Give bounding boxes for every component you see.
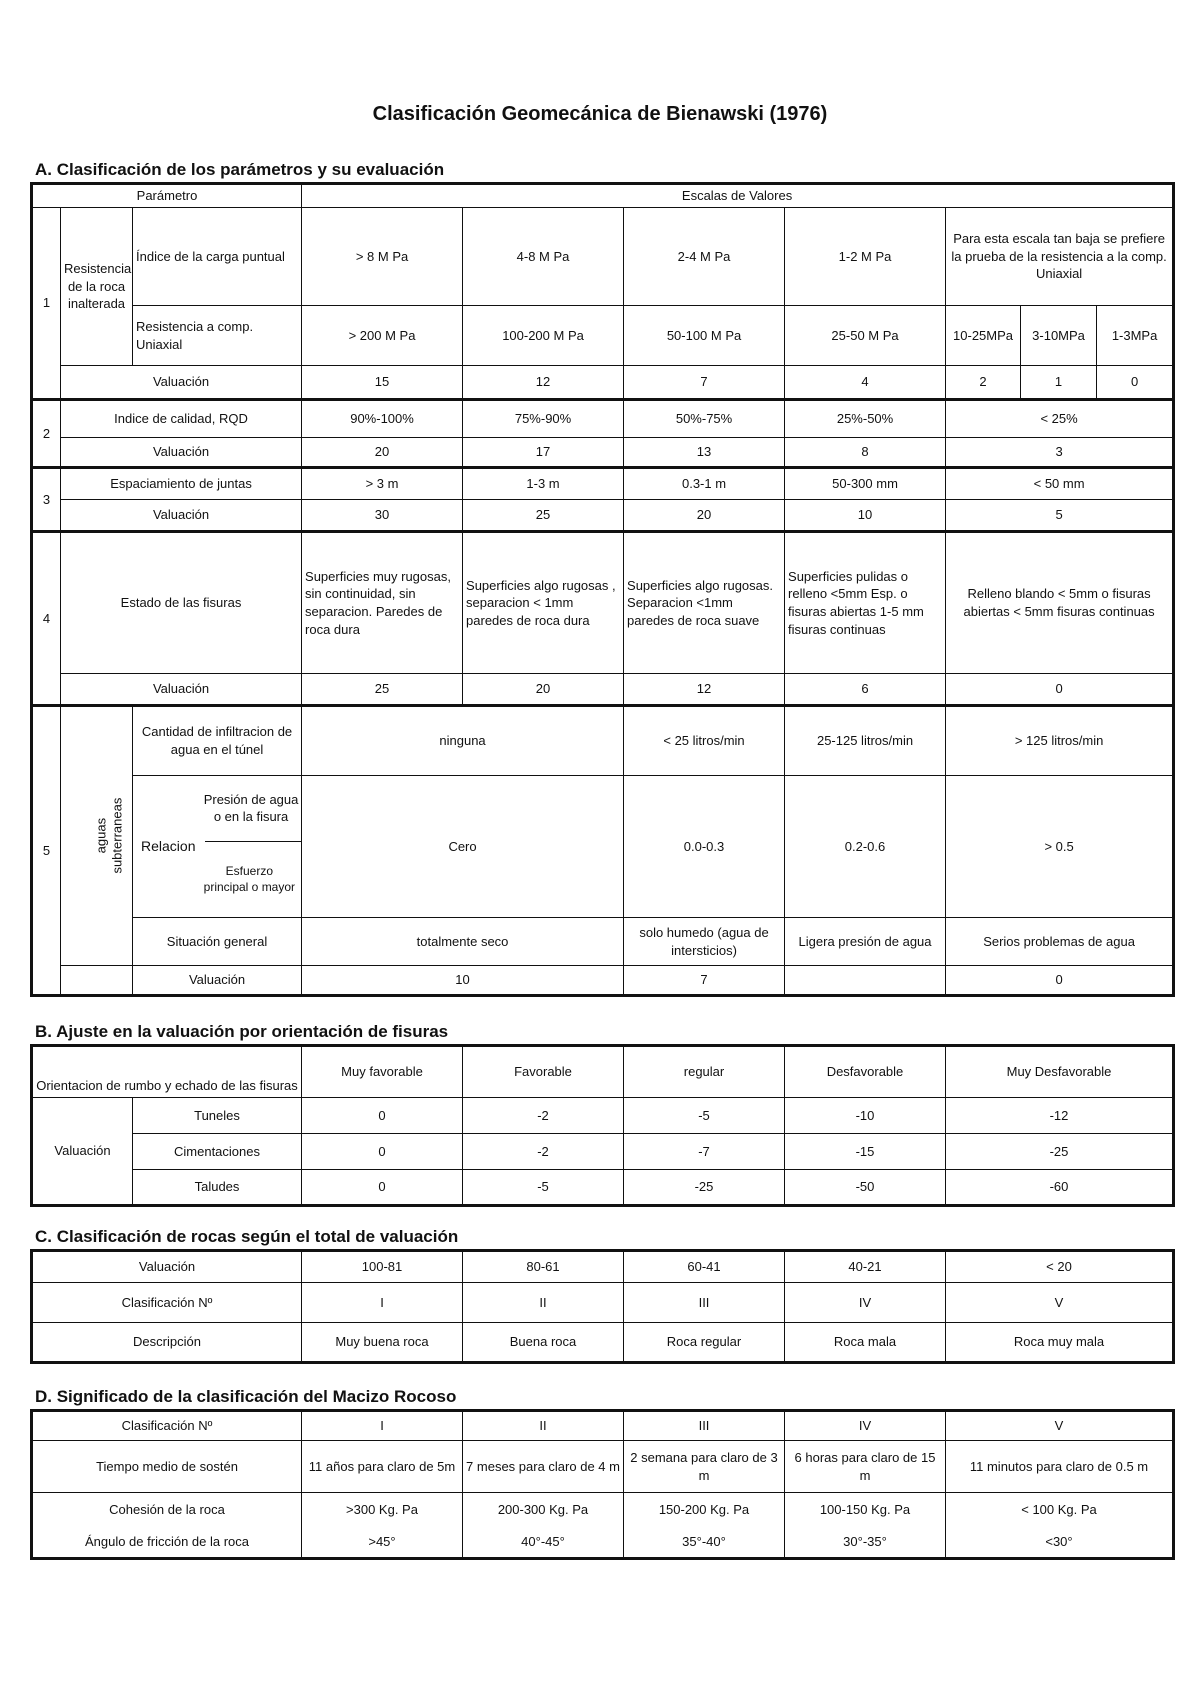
cell: 13 xyxy=(624,438,785,468)
cell: 10-25MPa xyxy=(946,306,1021,366)
param-2-number: 2 xyxy=(32,400,61,468)
cell: < 100 Kg. Pa xyxy=(946,1493,1174,1527)
cell: 7 meses para claro de 4 m xyxy=(463,1441,624,1493)
param-4-name: Estado de las fisuras xyxy=(61,532,302,674)
cell: 2-4 M Pa xyxy=(624,208,785,306)
cell: -2 xyxy=(463,1098,624,1134)
cell: III xyxy=(624,1283,785,1323)
cell: 80-61 xyxy=(463,1251,624,1283)
cell xyxy=(785,966,946,996)
cell: 75%-90% xyxy=(463,400,624,438)
cell: 25 xyxy=(463,500,624,532)
row-label: Tiempo medio de sostén xyxy=(32,1441,302,1493)
relation-cell xyxy=(133,776,302,918)
cell: 11 años para claro de 5m xyxy=(302,1441,463,1493)
column-header: Desfavorable xyxy=(785,1046,946,1098)
cell: 12 xyxy=(624,674,785,706)
cell: Superficies algo rugosas. Separacion <1mm paredes de roca suave xyxy=(624,532,785,674)
cell: ninguna xyxy=(302,706,624,776)
cell: > 8 M Pa xyxy=(302,208,463,306)
cell: >300 Kg. Pa xyxy=(302,1493,463,1527)
table-a-parameters xyxy=(30,182,1175,997)
cell: 4-8 M Pa xyxy=(463,208,624,306)
cell: 1 xyxy=(1021,366,1097,400)
param-5-name-cell xyxy=(61,706,133,966)
cell: 1-3MPa xyxy=(1097,306,1174,366)
param-2-name: Indice de calidad, RQD xyxy=(61,400,302,438)
valuation-label: Valuación xyxy=(133,966,302,996)
row-label: Cohesión de la roca xyxy=(32,1493,302,1527)
relation-denominator-2: principal o mayor xyxy=(203,879,296,894)
row-label: Valuación xyxy=(32,1251,302,1283)
cell: 5 xyxy=(946,500,1174,532)
header-parametro: Parámetro xyxy=(32,184,302,208)
relation-numerator: Presión de agua o en la fisura xyxy=(203,791,299,825)
valuation-label: Valuación xyxy=(61,674,302,706)
param-3-number: 3 xyxy=(32,468,61,532)
cell: -15 xyxy=(785,1134,946,1170)
cell: < 20 xyxy=(946,1251,1174,1283)
cell: 7 xyxy=(624,366,785,400)
cell: 11 minutos para claro de 0.5 m xyxy=(946,1441,1174,1493)
cell: 150-200 Kg. Pa xyxy=(624,1493,785,1527)
cell: 0.3-1 m xyxy=(624,468,785,500)
cell: solo humedo (agua de intersticios) xyxy=(624,918,785,966)
row-label: Taludes xyxy=(133,1170,302,1206)
param-3-name: Espaciamiento de juntas xyxy=(61,468,302,500)
cell: 30 xyxy=(302,500,463,532)
cell: 0 xyxy=(946,966,1174,996)
cell: 20 xyxy=(302,438,463,468)
section-a-heading: A. Clasificación de los parámetros y su evaluación xyxy=(35,160,445,179)
relation-denominator-1: Esfuerzo xyxy=(225,863,274,878)
cell: > 0.5 xyxy=(946,776,1174,918)
cell: 20 xyxy=(463,674,624,706)
cell: I xyxy=(302,1411,463,1441)
section-d-heading: D. Significado de la clasificación del Macizo Rocoso xyxy=(35,1387,457,1406)
situation-label: Situación general xyxy=(133,918,302,966)
cell: 0.2-0.6 xyxy=(785,776,946,918)
cell: Roca muy mala xyxy=(946,1323,1174,1363)
uniaxial-label: Resistencia a comp. Uniaxial xyxy=(133,306,302,366)
column-header: regular xyxy=(624,1046,785,1098)
cell: 25 xyxy=(302,674,463,706)
cell: -10 xyxy=(785,1098,946,1134)
cell: V xyxy=(946,1283,1174,1323)
cell: Serios problemas de agua xyxy=(946,918,1174,966)
cell: Superficies muy rugosas, sin continuidad, sin separacion. Paredes de roca dura xyxy=(302,532,463,674)
cell: 0 xyxy=(946,674,1174,706)
cell: II xyxy=(463,1283,624,1323)
point-load-note: Para esta escala tan baja se prefiere la prueba de la resistencia a la comp. Uniaxial xyxy=(946,208,1174,306)
fraction-line xyxy=(205,841,301,842)
cell: 4 xyxy=(785,366,946,400)
cell: III xyxy=(624,1411,785,1441)
cell: -5 xyxy=(624,1098,785,1134)
cell: 10 xyxy=(302,966,624,996)
cell: 10 xyxy=(785,500,946,532)
cell: 3 xyxy=(946,438,1174,468)
cell: 50-100 M Pa xyxy=(624,306,785,366)
cell: < 50 mm xyxy=(946,468,1174,500)
cell: 50%-75% xyxy=(624,400,785,438)
cell: < 25% xyxy=(946,400,1174,438)
cell: 0.0-0.3 xyxy=(624,776,785,918)
relation-denominator xyxy=(204,863,295,895)
cell: IV xyxy=(785,1283,946,1323)
column-header: Muy favorable xyxy=(302,1046,463,1098)
cell: -60 xyxy=(946,1170,1174,1206)
infiltration-label: Cantidad de infiltracion de agua en el túnel xyxy=(133,706,302,776)
cell: < 25 litros/min xyxy=(624,706,785,776)
point-load-label: Índice de la carga puntual xyxy=(133,208,302,306)
cell: Cero xyxy=(302,776,624,918)
cell: > 3 m xyxy=(302,468,463,500)
cell: 90%-100% xyxy=(302,400,463,438)
cell: Roca mala xyxy=(785,1323,946,1363)
cell: -50 xyxy=(785,1170,946,1206)
cell: 0 xyxy=(302,1134,463,1170)
cell: >45° xyxy=(302,1527,463,1559)
cell: 25%-50% xyxy=(785,400,946,438)
cell: 50-300 mm xyxy=(785,468,946,500)
cell: 20 xyxy=(624,500,785,532)
param-4-number: 4 xyxy=(32,532,61,706)
relation-label: Relacion xyxy=(141,837,196,854)
cell: 7 xyxy=(624,966,785,996)
cell: 0 xyxy=(302,1098,463,1134)
cell: -7 xyxy=(624,1134,785,1170)
cell: 12 xyxy=(463,366,624,400)
row-label: Clasificación Nº xyxy=(32,1283,302,1323)
column-header: Favorable xyxy=(463,1046,624,1098)
cell: 40°-45° xyxy=(463,1527,624,1559)
cell: 100-200 M Pa xyxy=(463,306,624,366)
cell: > 200 M Pa xyxy=(302,306,463,366)
cell: Roca regular xyxy=(624,1323,785,1363)
cell: -12 xyxy=(946,1098,1174,1134)
cell: 25-125 litros/min xyxy=(785,706,946,776)
cell: -2 xyxy=(463,1134,624,1170)
cell: 2 xyxy=(946,366,1021,400)
param-5-name: aguas subterraneas xyxy=(93,797,124,874)
cell: 100-81 xyxy=(302,1251,463,1283)
cell: -5 xyxy=(463,1170,624,1206)
row-label: Ángulo de fricción de la roca xyxy=(32,1527,302,1559)
cell: Superficies pulidas o relleno <5mm Esp. o fisuras abiertas 1-5 mm fisuras continuas xyxy=(785,532,946,674)
row-label: Cimentaciones xyxy=(133,1134,302,1170)
param-5-number: 5 xyxy=(32,706,61,996)
cell: 35°-40° xyxy=(624,1527,785,1559)
orientation-label: Orientacion de rumbo y echado de las fisuras xyxy=(32,1046,302,1098)
valuation-label: Valuación xyxy=(61,438,302,468)
cell: > 125 litros/min xyxy=(946,706,1174,776)
cell: 40-21 xyxy=(785,1251,946,1283)
cell: Superficies algo rugosas , separacion < 1mm paredes de roca dura xyxy=(463,532,624,674)
cell: 6 horas para claro de 15 m xyxy=(785,1441,946,1493)
cell: 1-3 m xyxy=(463,468,624,500)
cell: 3-10MPa xyxy=(1021,306,1097,366)
cell: -25 xyxy=(624,1170,785,1206)
row-label: Tuneles xyxy=(133,1098,302,1134)
valuation-label: Valuación xyxy=(61,500,302,532)
row-label: Descripción xyxy=(32,1323,302,1363)
cell: I xyxy=(302,1283,463,1323)
section-b-heading: B. Ajuste en la valuación por orientación de fisuras xyxy=(35,1022,449,1041)
cell: 30°-35° xyxy=(785,1527,946,1559)
row-label: Clasificación Nº xyxy=(32,1411,302,1441)
cell: -25 xyxy=(946,1134,1174,1170)
valuation-label: Valuación xyxy=(32,1098,133,1206)
cell: 15 xyxy=(302,366,463,400)
cell: IV xyxy=(785,1411,946,1441)
valuation-label: Valuación xyxy=(61,366,302,400)
cell: Muy buena roca xyxy=(302,1323,463,1363)
param-1-name: Resistencia de la roca inalterada xyxy=(61,208,133,366)
cell: 2 semana para claro de 3 m xyxy=(624,1441,785,1493)
cell: 8 xyxy=(785,438,946,468)
table-d-meaning xyxy=(30,1409,1175,1560)
cell: 0 xyxy=(1097,366,1174,400)
cell: Relleno blando < 5mm o fisuras abiertas < 5mm fisuras continuas xyxy=(946,532,1174,674)
empty-cell xyxy=(61,966,133,996)
cell: 60-41 xyxy=(624,1251,785,1283)
section-c-heading: C. Clasificación de rocas según el total de valuación xyxy=(35,1227,459,1246)
cell: 0 xyxy=(302,1170,463,1206)
cell: Buena roca xyxy=(463,1323,624,1363)
cell: 100-150 Kg. Pa xyxy=(785,1493,946,1527)
cell: <30° xyxy=(946,1527,1174,1559)
cell: 25-50 M Pa xyxy=(785,306,946,366)
cell: II xyxy=(463,1411,624,1441)
cell: Ligera presión de agua xyxy=(785,918,946,966)
page-title: Clasificación Geomecánica de Bienawski (1976) xyxy=(372,103,828,125)
cell: 6 xyxy=(785,674,946,706)
table-c-classification xyxy=(30,1249,1175,1364)
header-escalas: Escalas de Valores xyxy=(302,184,1174,208)
table-b-orientation xyxy=(30,1044,1175,1207)
cell: totalmente seco xyxy=(302,918,624,966)
column-header: Muy Desfavorable xyxy=(946,1046,1174,1098)
param-1-number: 1 xyxy=(32,208,61,400)
cell: 17 xyxy=(463,438,624,468)
cell: 1-2 M Pa xyxy=(785,208,946,306)
cell: 200-300 Kg. Pa xyxy=(463,1493,624,1527)
cell: V xyxy=(946,1411,1174,1441)
